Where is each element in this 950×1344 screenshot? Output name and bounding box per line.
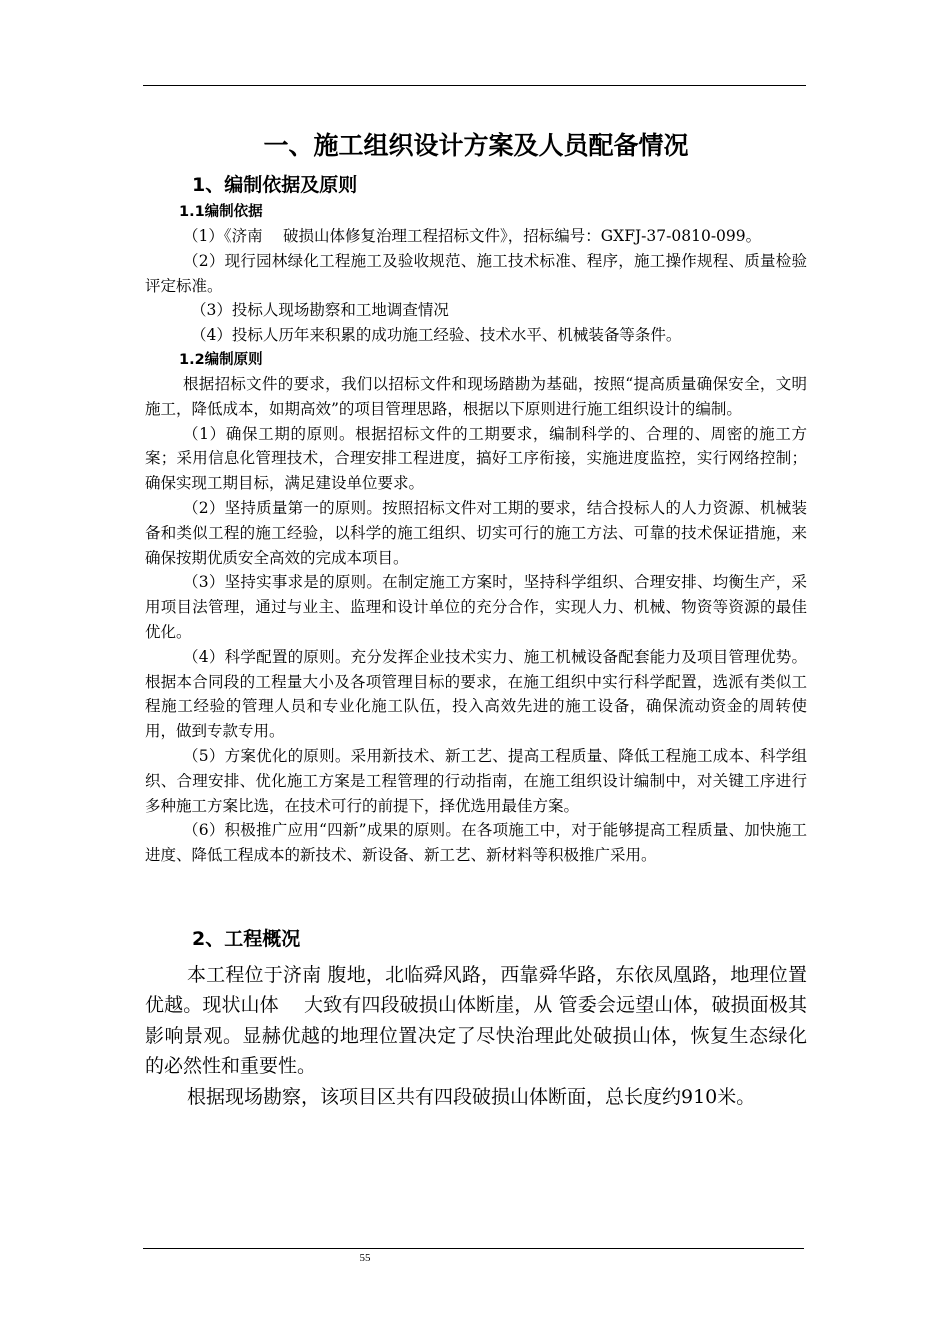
principle-1: （1）确保工期的原则。根据招标文件的工期要求，编制科学的、合理的、周密的施工方案；采用信息化管理技术，合理安排工程进度，搞好工序衔接，实施进度监控，实行网络控制；确保实现工期目标，满足建设单位要求。 — [145, 424, 807, 493]
section-2 — [145, 920, 807, 1113]
principle-5: （5）方案优化的原则。采用新技术、新工艺、提高工程质量、降低工程施工成本、科学组织、合理安排、优化施工方案是工程管理的行动指南，在施工组织设计编制中，对关键工序进行多种施工方案比选，在技术可行的前提下，择优选用最佳方案。 — [145, 746, 807, 815]
page-number: 55 — [359, 1252, 371, 1264]
basis-item-4: （4）投标人历年来积累的成功施工经验、技术水平、机械装备等条件。 — [191, 326, 682, 345]
subsection-1-1-heading: 1.1编制依据 — [179, 204, 263, 220]
principle-3: （3）坚持实事求是的原则。在制定施工方案时，坚持科学组织、合理安排、均衡生产，采用项目法管理，通过与业主、监理和设计单位的充分合作，实现人力、机械、物资等资源的最佳优化。 — [145, 573, 807, 641]
principle-6: （6）积极推广应用“四新”成果的原则。在各项施工中，对于能够提高工程质量、加快施工进度、降低工程成本的新技术、新设备、新工艺、新材料等积极推广采用。 — [145, 821, 807, 865]
principles-intro: 根据招标文件的要求，我们以招标文件和现场踏勘为基础，按照“提高质量确保安全，文明施工，降低成本，如期高效”的项目管理思路，根据以下原则进行施工组织设计的编制。 — [145, 374, 807, 418]
header-rule — [143, 85, 806, 86]
principle-2: （2）坚持质量第一的原则。按照招标文件对工期的要求，结合投标人的人力资源、机械装备和类似工程的施工经验，以科学的施工组织、切实可行的施工方法、可靠的技术保证措施，来确保按期优质安全高效的完成本项目。 — [145, 498, 807, 567]
basis-item-2: （2）现行园林绿化工程施工及验收规范、施工技术标准、程序，施工操作规程、质量检验评定标准。 — [145, 251, 807, 295]
section-2-heading: 2、工程概况 — [192, 927, 301, 950]
subsection-1-2-heading: 1.2编制原则 — [179, 351, 263, 368]
principle-4: （4）科学配置的原则。充分发挥企业技术实力、施工机械设备配套能力及项目管理优势。根据本合同段的工程量大小及各项管理目标的要求，在施工组织中实行科学配置，选派有类似工程施工经验的管理人员和专业化施工队伍，投入高效先进的施工设备，确保流动资金的周转使用，做到专款专用。 — [145, 647, 807, 741]
page-title: 一、施工组织设计方案及人员配备情况 — [263, 131, 689, 160]
basis-item-1: （1）《济南 破损山体修复治理工程招标文件》，招标编号：GXFJ-37-0810-099。 — [183, 227, 762, 245]
footer-rule — [143, 1248, 804, 1249]
overview-paragraph-2: 根据现场勘察，该项目区共有四段破损山体断面，总长度约910米。 — [187, 1085, 756, 1108]
document-body — [145, 128, 807, 1112]
section-1-heading: 1、编制依据及原则 — [192, 174, 358, 196]
basis-item-3: （3）投标人现场勘察和工地调查情况 — [191, 301, 449, 320]
overview-paragraph-1: 本工程位于济南 腹地，北临舜风路，西靠舜华路，东依凤凰路，地理位置优越。现状山体 大致有四段破损山体断崖，从 管委会远望山体，破损面极其影响景观。显赫优越的地理位置决定了尽快治理此处破损山体，恢复生态绿化的必然性和重要性。 — [145, 963, 807, 1078]
